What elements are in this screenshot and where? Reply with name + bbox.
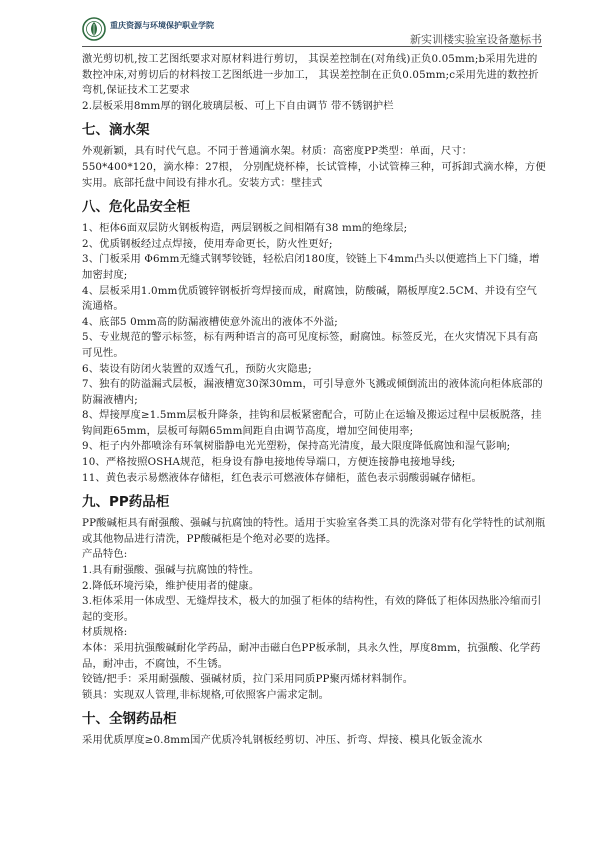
section-heading-safety-cabinet: 八、危化品安全柜 — [82, 199, 190, 216]
list-item: 10、严格按照OSHA规范，柜身设有静电接地传导端口，方便连接静电接地导线; — [82, 456, 456, 469]
list-item: 2.降低环境污染，维护使用者的健康。 — [82, 579, 260, 592]
list-item: 8、焊接厚度≥1.5mm层板升降条，挂钩和层板紧密配合，可防止在运输及搬运过程中层板脱落，挂钩间距65mm，层板可每隔65mm间距自由调节高度，增加空间使用率; — [82, 409, 542, 437]
list-item: 3、门板采用 Φ6mm无缝式钢琴铰链，轻松启闭180度，铰链上下4mm凸头以便遮挡上下门缝，增加密封度; — [82, 253, 540, 281]
document-title: 新实训楼实验室设备邀标书 — [410, 33, 542, 46]
paragraph: 外观新颖，具有时代气息。不同于普通滴水架。材质：高密度PP类型：单面，尺寸：550*400*120，滴水棒：27根， 分别配烧杯棒，长试管棒，小试管棒三种，可拆卸式滴水棒，方便实用。底部托盘中间设有排水孔。安装方式：壁挂式 — [82, 145, 546, 189]
paragraph: 采用优质厚度≥0.8mm国产优质冷轧钢板经剪切、冲压、折弯、焊接、模具化钣金流水 — [82, 734, 483, 747]
list-item: 4、底部5 0mm高的防漏液槽使意外流出的液体不外溢; — [82, 315, 338, 328]
list-item: 11、黄色表示易燃液体存储柜，红色表示可燃液体存储柜，蓝色表示弱酸弱碱存储柜。 — [82, 471, 482, 484]
paragraph: 激光剪切机,按工艺图纸要求对原材料进行剪切， 其误差控制在(对角线)正负0.05mm;b采用先进的数控冲床,对剪切后的材料按工艺图纸进一步加工， 其误差控制在正负0.05mm;c采用先进的数控折弯机,保证技术工艺要求 — [82, 53, 539, 97]
school-logo-icon — [82, 17, 106, 41]
list-item: 7、独有的防溢漏式层板，漏液槽宽30深30mm，可引导意外飞溅或倾倒流出的液体流向柜体底部的防漏液槽内; — [82, 378, 543, 406]
list-item: 3.柜体采用一体成型、无缝焊技术，极大的加强了柜体的结构性，有效的降低了柜体因热胀冷缩而引起的变形。 — [82, 595, 542, 623]
list-item: 1.具有耐强酸、强碱与抗腐蚀的特性。 — [82, 564, 260, 577]
list-item: 6、装设有防闭火装置的双透气孔，预防火灾隐患; — [82, 362, 312, 375]
list-item: 4、层板采用1.0mm优质镀锌钢板折弯焊接而成，耐腐蚀，防酸碱，隔板厚度2.5CM、并设有空气流通格。 — [82, 284, 537, 313]
paragraph: 本体：采用抗强酸碱耐化学药品，耐冲击磁白色PP板承制，具永久性，厚度8mm，抗强酸、化学药品，耐冲击，不腐蚀，不生锈。 — [82, 642, 541, 670]
paragraph: 产品特色: — [82, 548, 128, 561]
page-header — [82, 16, 542, 47]
list-item: 1、柜体6面双层防火钢板构造，两层钢板之间相隔有38 mm的绝缘层; — [82, 222, 408, 235]
paragraph: 铰链/把手：采用耐强酸、强碱材质，拉门采用同质PP聚丙烯材料制作。 — [82, 673, 414, 686]
paragraph: 锁具：实现双人管理,非标规格,可依照客户需求定制。 — [82, 688, 330, 701]
section-heading-drip-rack: 七、滴水架 — [82, 122, 150, 139]
document-body — [82, 52, 547, 749]
section-heading-pp-cabinet: 九、PP药品柜 — [82, 494, 170, 511]
institution-name: 重庆资源与环境保护职业学院 — [110, 21, 214, 30]
list-item: 2、优质钢板经过点焊接，使用寿命更长，防火性更好; — [82, 237, 333, 250]
section-heading-steel-cabinet: 十、全钢药品柜 — [82, 711, 177, 728]
paragraph: PP酸碱柜具有耐强酸、强碱与抗腐蚀的特性。适用于实验室各类工具的洗涤对带有化学特性的试剂瓶或其他物品进行清洗，PP酸碱柜是个绝对必要的选择。 — [82, 517, 546, 545]
list-item: 9、柜子内外都喷涂有环氧树脂静电光光塑粉，保持高光清度，最大限度降低腐蚀和湿气影响; — [82, 440, 511, 453]
list-item: 5、专业规范的警示标签，标有两种语言的高可见度标签，耐腐蚀。标签反光，在火灾情况下具有高可见性。 — [82, 331, 538, 359]
paragraph: 2.层板采用8mm厚的钢化玻璃层板、可上下自由调节 带不锈钢护栏 — [82, 99, 394, 112]
paragraph: 材质规格: — [82, 626, 128, 639]
